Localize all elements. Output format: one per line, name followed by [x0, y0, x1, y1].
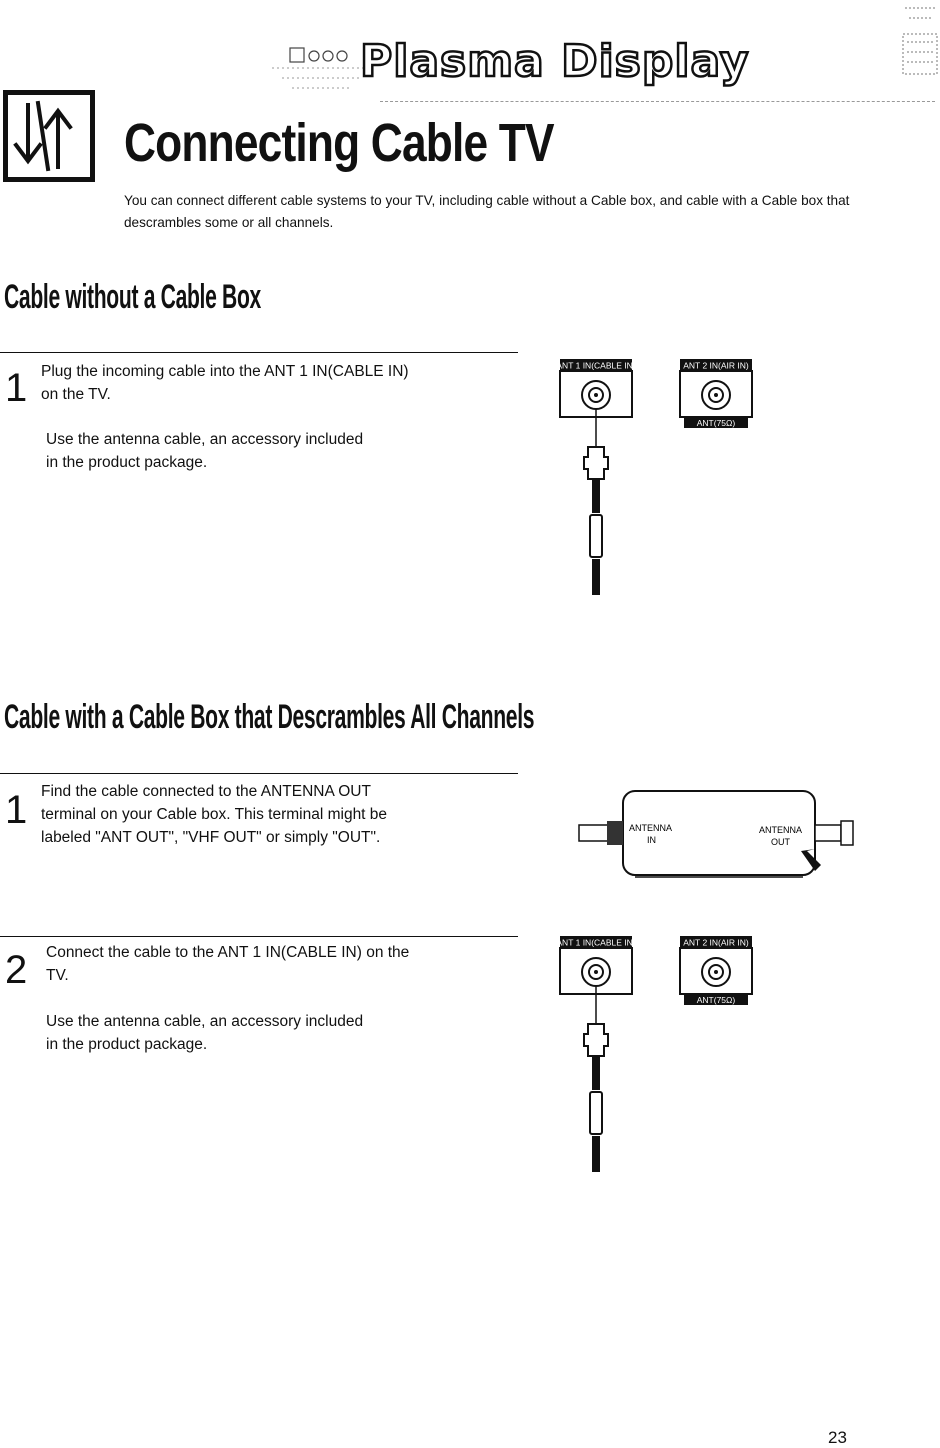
brand-wordmark: Plasma Display [360, 36, 750, 87]
note-line: in the product package. [46, 1036, 208, 1053]
step-line: TV. [46, 967, 69, 984]
ant1-label: ANT 1 IN(CABLE IN) [556, 937, 636, 948]
corner-decoration [895, 0, 940, 90]
ant2-label: ANT 2 IN(AIR IN) [683, 937, 749, 948]
arrows-icon [8, 95, 90, 177]
step-number: 1 [5, 366, 28, 410]
brand-decoration [262, 38, 372, 98]
cable-box-diagram [575, 785, 865, 885]
ant-out-label: ANT(75Ω) [696, 418, 736, 428]
header-rule [380, 101, 935, 102]
box-in-label-2: IN [647, 835, 656, 845]
step-number: 2 [5, 948, 28, 992]
step-rule [0, 773, 518, 774]
section-title-no-box: Cable without a Cable Box [4, 278, 261, 316]
step-line: Connect the cable to the ANT 1 IN(CABLE IN) on the [46, 944, 410, 961]
box-in-label-1: ANTENNA [629, 823, 673, 833]
step-line: Plug the incoming cable into the ANT 1 IN(CABLE IN) [41, 363, 409, 380]
step-line: labeled "ANT OUT", "VHF OUT" or simply "OUT". [41, 829, 381, 846]
step-rule [0, 352, 518, 353]
step-number: 1 [5, 788, 28, 832]
step-line: Find the cable connected to the ANTENNA OUT [41, 783, 371, 800]
step-note [46, 428, 363, 474]
step-line: terminal on your Cable box. This terminal might be [41, 806, 388, 823]
step-line: on the TV. [41, 386, 111, 403]
antenna-terminal-diagram [550, 932, 770, 1177]
step-text [41, 780, 387, 849]
intro-text: You can connect different cable systems to your TV, including cable without a Cable box, and cable with a Cable box that descrambles some or all channels. [124, 193, 850, 230]
step-note [46, 1010, 363, 1056]
step-rule [0, 936, 518, 937]
page-number: 23 [828, 1428, 847, 1447]
ant-out-label: ANT(75Ω) [696, 995, 736, 1005]
ant1-label: ANT 1 IN(CABLE IN) [556, 360, 636, 371]
section-title-with-box: Cable with a Cable Box that Descrambles All Channels [4, 698, 535, 736]
ant2-label: ANT 2 IN(AIR IN) [683, 360, 749, 371]
page-title: Connecting Cable TV [124, 113, 554, 173]
antenna-terminal-diagram [550, 355, 770, 600]
note-line: Use the antenna cable, an accessory included [46, 431, 364, 448]
note-line: in the product package. [46, 454, 208, 471]
box-out-label-1: ANTENNA [759, 825, 803, 835]
step-text [46, 941, 409, 987]
step-text [41, 360, 409, 406]
connection-logo [3, 90, 95, 182]
note-line: Use the antenna cable, an accessory included [46, 1013, 364, 1030]
box-out-label-2: OUT [771, 837, 790, 847]
